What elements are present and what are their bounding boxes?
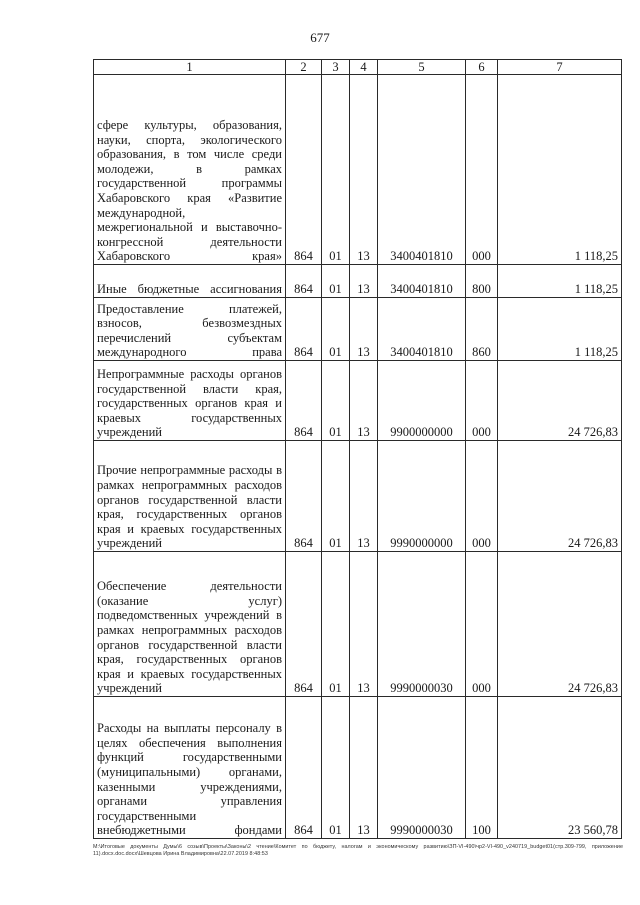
table-header-row — [94, 60, 622, 75]
row-target: 9990000030 — [378, 697, 466, 839]
row-subsection: 13 — [350, 361, 378, 441]
row-subsection: 13 — [350, 552, 378, 697]
row-expense-type: 000 — [466, 441, 498, 552]
row-ministry: 864 — [286, 441, 322, 552]
row-ministry: 864 — [286, 552, 322, 697]
table-row — [94, 298, 622, 361]
page-number: 677 — [310, 30, 330, 45]
row-amount: 24 726,83 — [498, 361, 622, 441]
header-col-7: 7 — [498, 60, 622, 75]
row-amount: 1 118,25 — [498, 75, 622, 265]
row-target: 3400401810 — [378, 298, 466, 361]
row-section: 01 — [322, 552, 350, 697]
row-subsection: 13 — [350, 298, 378, 361]
header-col-5: 5 — [378, 60, 466, 75]
row-target: 3400401810 — [378, 265, 466, 298]
row-expense-type: 800 — [466, 265, 498, 298]
row-section: 01 — [322, 441, 350, 552]
row-name: Расходы на выплаты персоналу в целях обеспечения выполнения функций государственными (муниципальными) органами, казенными учреждениями, органами управления государственными внебюджетными фондами — [94, 697, 286, 839]
row-section: 01 — [322, 361, 350, 441]
row-name: сфере культуры, образования, науки, спорта, экологического образования, в том числе среди молодежи, в рамках государственной программы Хабаровского края «Развитие международной, межрегиональной и выставочно-конгрессной деятельности Хабаровского края» — [94, 75, 286, 265]
document-path-footer: M:\Итоговые документы Думы\6 созыв\Проекты\Законы\2 чтение\Комитет по бюджету, налогам и экономическому развитию\ЗП-VI-490\чр2-VI-490_v240719_budget01(стр.309-799, приложение 11).docx.doc.docx\Шевцова Ирина Владимировна\22.07.2019 8:48:53 — [93, 844, 623, 857]
row-name: Иные бюджетные ассигнования — [94, 265, 286, 298]
row-amount: 23 560,78 — [498, 697, 622, 839]
table-row — [94, 361, 622, 441]
table-row — [94, 441, 622, 552]
row-ministry: 864 — [286, 298, 322, 361]
row-amount: 1 118,25 — [498, 265, 622, 298]
row-expense-type: 000 — [466, 75, 498, 265]
row-amount: 1 118,25 — [498, 298, 622, 361]
row-target: 9990000000 — [378, 441, 466, 552]
row-subsection: 13 — [350, 75, 378, 265]
row-subsection: 13 — [350, 697, 378, 839]
table-row — [94, 552, 622, 697]
row-name: Обеспечение деятельности (оказание услуг) подведомственных учреждений в рамках непрограммных расходов органов государственной власти края, государственных органов края и краевых государственных учреждений — [94, 552, 286, 697]
row-ministry: 864 — [286, 75, 322, 265]
row-amount: 24 726,83 — [498, 441, 622, 552]
row-subsection: 13 — [350, 441, 378, 552]
row-section: 01 — [322, 298, 350, 361]
row-name: Непрограммные расходы органов государственной власти края, государственных органов края и краевых государственных учреждений — [94, 361, 286, 441]
row-expense-type: 860 — [466, 298, 498, 361]
row-amount: 24 726,83 — [498, 552, 622, 697]
header-col-4: 4 — [350, 60, 378, 75]
row-expense-type: 000 — [466, 552, 498, 697]
row-section: 01 — [322, 75, 350, 265]
header-col-2: 2 — [286, 60, 322, 75]
row-expense-type: 000 — [466, 361, 498, 441]
table-row — [94, 265, 622, 298]
row-ministry: 864 — [286, 265, 322, 298]
budget-table — [93, 59, 622, 839]
row-subsection: 13 — [350, 265, 378, 298]
header-col-3: 3 — [322, 60, 350, 75]
row-target: 9990000030 — [378, 552, 466, 697]
row-name: Прочие непрограммные расходы в рамках непрограммных расходов органов государственной власти края, государственных органов края и краевых государственных учреждений — [94, 441, 286, 552]
row-section: 01 — [322, 265, 350, 298]
row-ministry: 864 — [286, 697, 322, 839]
table-row — [94, 75, 622, 265]
row-expense-type: 100 — [466, 697, 498, 839]
row-ministry: 864 — [286, 361, 322, 441]
header-col-6: 6 — [466, 60, 498, 75]
table-row — [94, 697, 622, 839]
row-target: 9900000000 — [378, 361, 466, 441]
row-name: Предоставление платежей, взносов, безвозмездных перечислений субъектам международного права — [94, 298, 286, 361]
row-target: 3400401810 — [378, 75, 466, 265]
header-col-1: 1 — [94, 60, 286, 75]
row-section: 01 — [322, 697, 350, 839]
